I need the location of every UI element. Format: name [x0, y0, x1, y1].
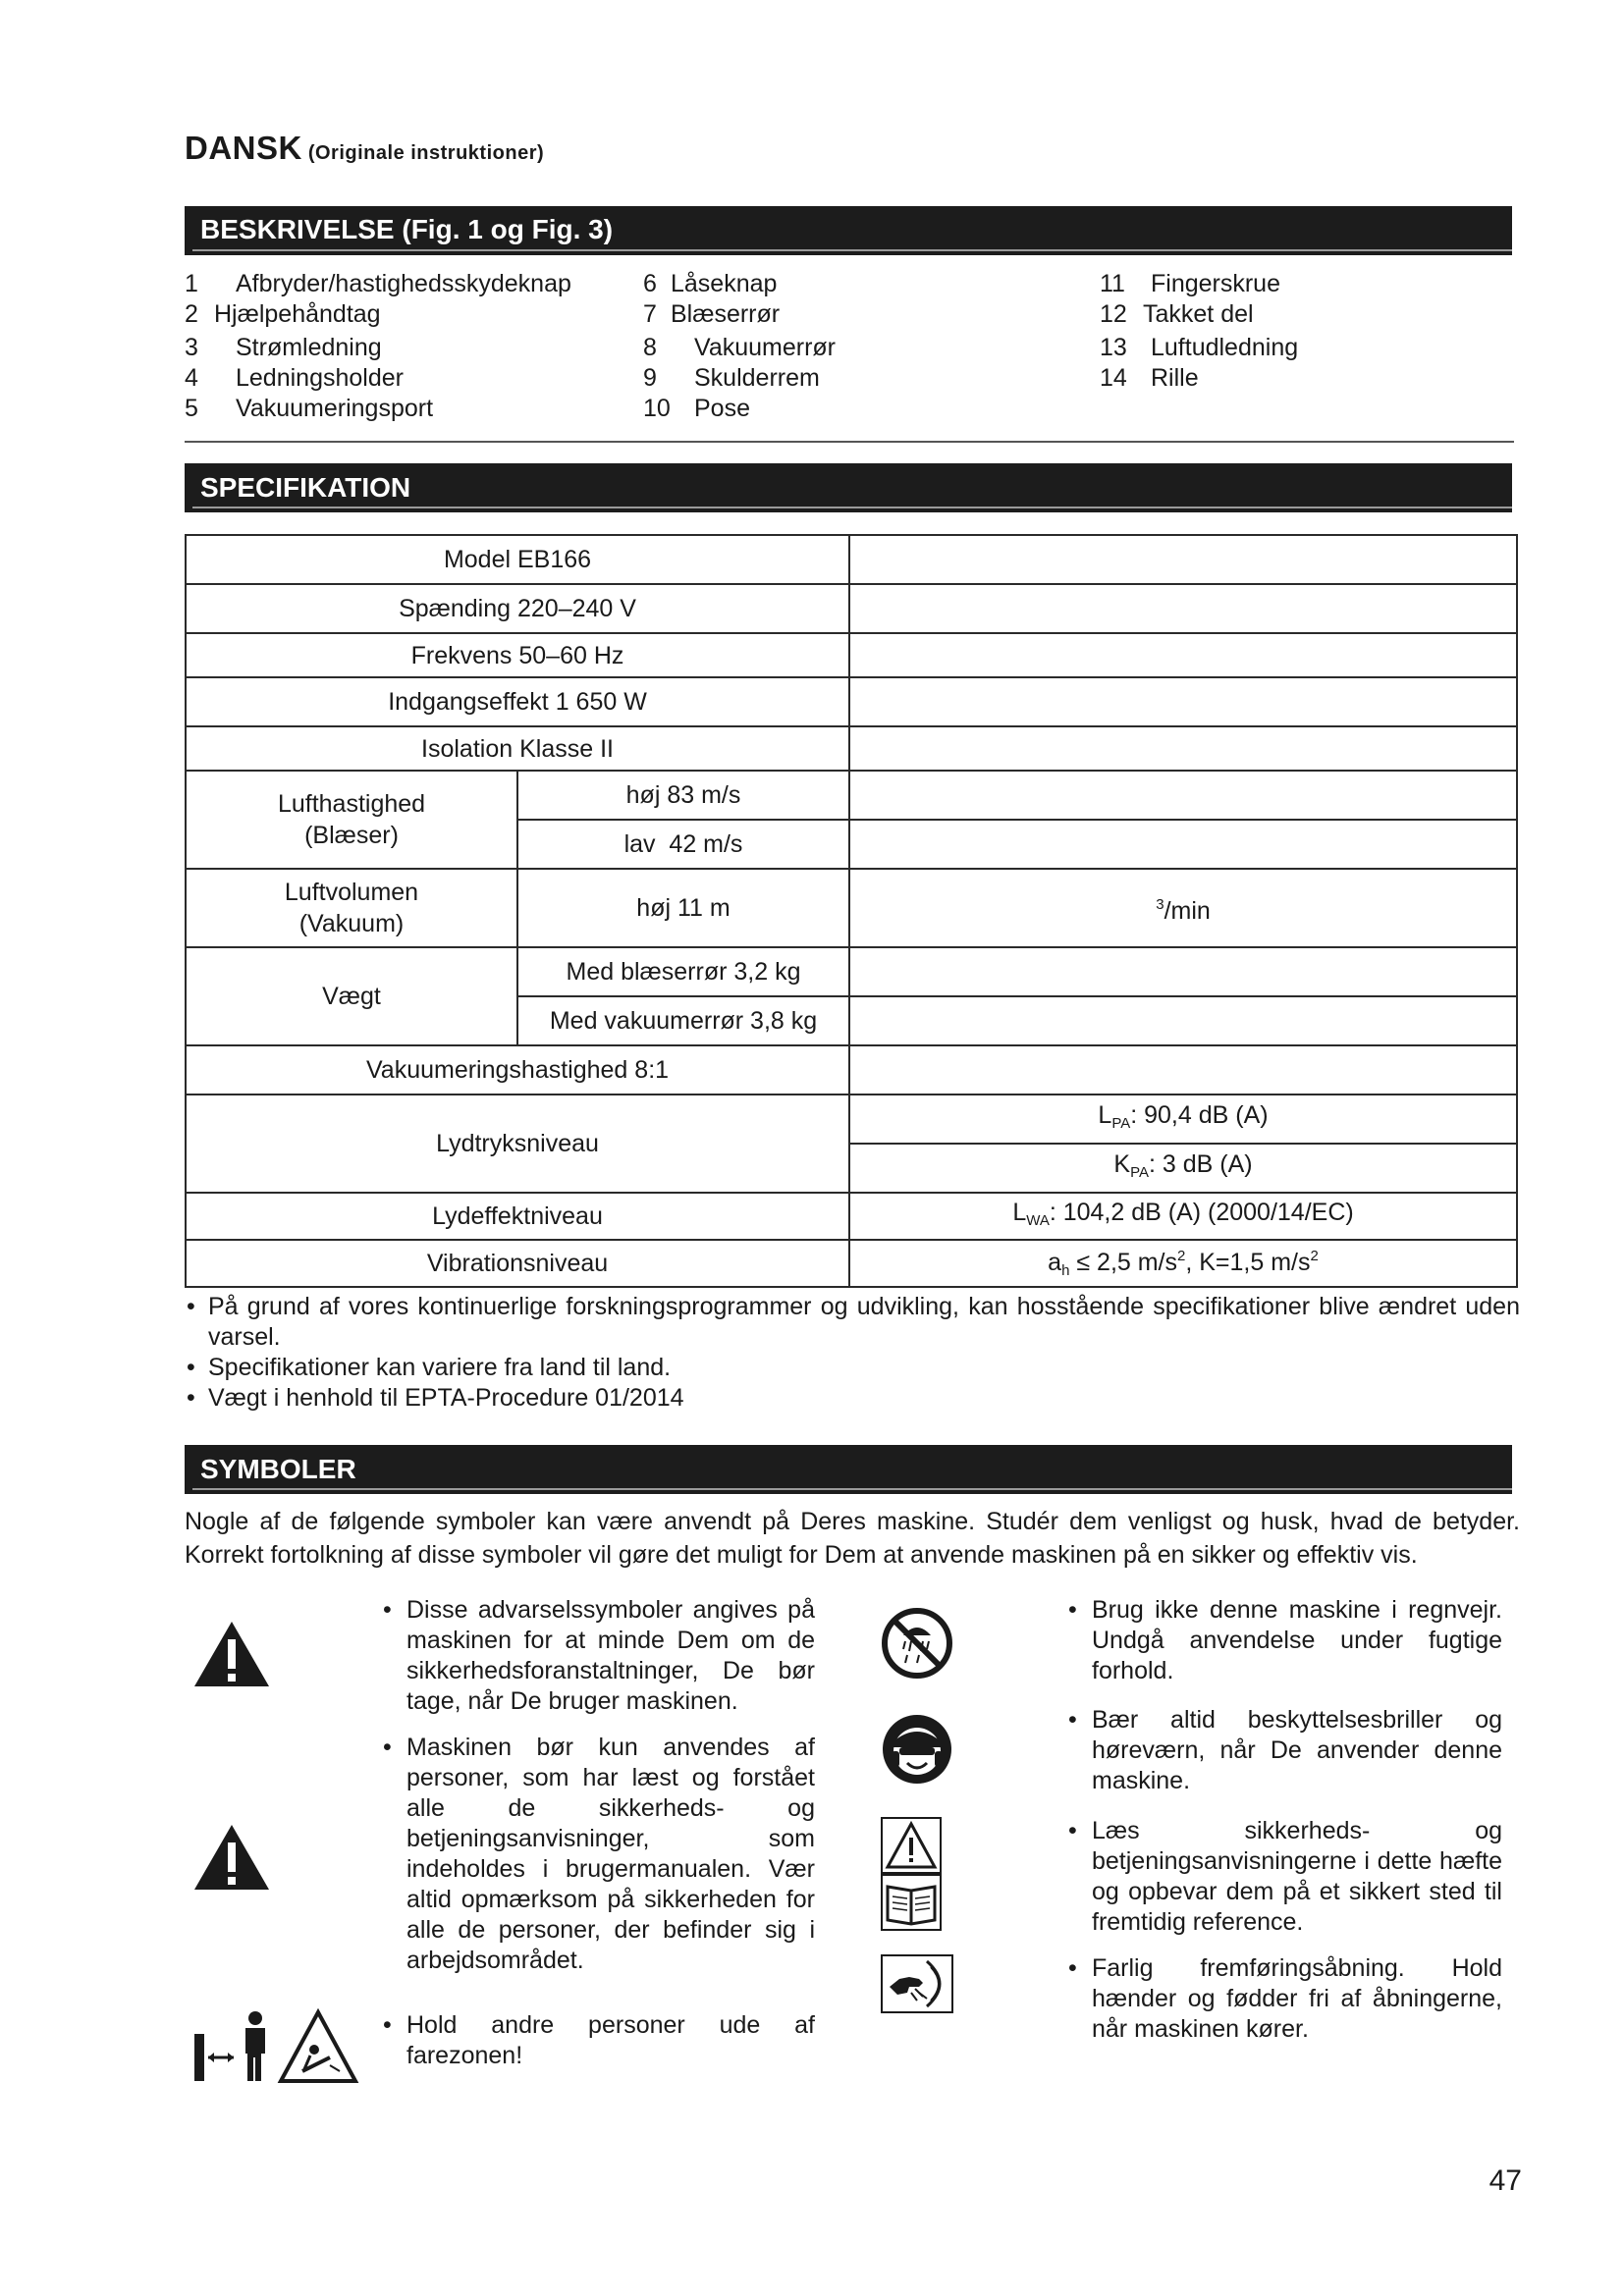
symbol-text-read-manual: • Læs sikkerheds- og betjeningsanvisningerne i dette hæfte og opbevar dem på et sikkert sted til fremtidig reference.	[1068, 1817, 1502, 1936]
table-row	[186, 1193, 1517, 1240]
table-row	[186, 584, 1517, 633]
list-item: 10 Pose	[643, 395, 750, 422]
table-row	[186, 633, 1517, 677]
section-bar-symbols	[185, 1445, 1512, 1494]
section-bar-description	[185, 206, 1512, 255]
table-row	[186, 726, 1517, 771]
specification-table	[185, 534, 1518, 1288]
description-col-2	[643, 269, 836, 424]
table-row	[186, 1045, 1517, 1095]
spec-air-velocity-high: høj 83 m/s	[517, 771, 849, 820]
section-title-specification: SPECIFIKATION	[200, 472, 411, 503]
section-divider	[185, 441, 1514, 443]
list-item: 13 Luftudledning	[1100, 334, 1299, 361]
symbol-text-protection: • Bær altid beskyttelsesbriller og høreværn, når De anvender denne maskine.	[1068, 1706, 1502, 1794]
spec-air-velocity-label: Lufthastighed (Blæser)	[186, 771, 517, 869]
list-item: 7 Blæserrør	[643, 300, 781, 328]
table-row	[186, 947, 1517, 996]
spec-voltage: Spænding 220–240 V	[186, 584, 849, 633]
table-row	[186, 869, 1517, 947]
spec-air-volume-high: høj 11 m	[517, 869, 849, 947]
spec-air-velocity-low: lav 42 m/s	[517, 820, 849, 869]
spec-frequency: Frekvens 50–60 Hz	[186, 633, 849, 677]
list-item: 9 Skulderrem	[643, 364, 820, 392]
list-item: • Specifikationer kan variere fra land til land.	[187, 1354, 672, 1381]
spec-lpa: $L_{PA}$: 90,4 dB (A)	[849, 1095, 1517, 1144]
no-rain-icon	[880, 1606, 954, 1681]
spec-air-volume-label: Luftvolumen (Vakuum)	[186, 869, 517, 947]
spec-sound-pressure-label: Lydtryksniveau	[186, 1095, 849, 1193]
section-bar-specification	[185, 463, 1512, 512]
table-row	[186, 1095, 1517, 1144]
language-title: DANSK	[185, 130, 302, 166]
description-col-1	[185, 269, 571, 424]
spec-vibration: $a_h \le 2,5$ $m/s^2$, K=1,5 $m/s^2$	[849, 1240, 1517, 1287]
spec-vacuum-ratio: Vakuumeringshastighed 8:1	[186, 1045, 849, 1095]
description-col-3	[1100, 269, 1298, 394]
section-title-symbols: SYMBOLER	[200, 1454, 356, 1484]
eye-ear-protection-icon	[880, 1712, 954, 1787]
list-item: 4 Ledningsholder	[185, 364, 404, 392]
symbol-text-keep-distance: • Hold andre personer ude af farezonen!	[383, 2011, 815, 2069]
spec-weight-label: Vægt	[186, 947, 517, 1045]
spec-insulation: Isolation Klasse II	[186, 726, 849, 771]
spec-sound-power-label: Lydeffektniveau	[186, 1193, 849, 1240]
list-item: 8 Vakuumerrør	[643, 334, 837, 361]
list-item: 1 Afbryder/hastighedsskydeknap	[185, 270, 571, 297]
list-item: 2 Hjælpehåndtag	[185, 300, 381, 328]
warning-triangle-icon	[192, 1823, 271, 1892]
table-row	[186, 535, 1517, 584]
list-item: 6 Låseknap	[643, 270, 778, 297]
list-item: 14 Rille	[1100, 364, 1199, 392]
language-heading	[185, 130, 544, 167]
keep-distance-icon	[192, 2006, 359, 2085]
list-item: 12 Takket del	[1100, 300, 1254, 328]
spec-kpa: $K_{PA}$: 3 dB (A)	[849, 1144, 1517, 1193]
spec-air-volume-unit: $^3$/min	[849, 869, 1517, 947]
list-item: 11 Fingerskrue	[1100, 270, 1280, 297]
spec-lwa: $L_{WA}$: 104,2 dB (A) (2000/14/EC)	[849, 1193, 1517, 1240]
language-subtitle: (Originale instruktioner)	[307, 142, 545, 164]
spec-vibration-label: Vibrationsniveau	[186, 1240, 849, 1287]
hand-entanglement-icon	[880, 1953, 954, 2014]
list-item: • Vægt i henhold til EPTA-Procedure 01/2014	[187, 1384, 684, 1412]
table-row	[186, 677, 1517, 726]
read-manual-icon	[880, 1816, 943, 1932]
page-number: 47	[1489, 2164, 1522, 2197]
table-row	[186, 1240, 1517, 1287]
list-item: 5 Vakuumeringsport	[185, 395, 434, 422]
list-item: 3 Strømledning	[185, 334, 382, 361]
spec-input-power: Indgangseffekt 1 650 W	[186, 677, 849, 726]
spec-weight-vacuum: Med vakuumerrør 3,8 kg	[517, 996, 849, 1045]
spec-weight-blower: Med blæserrør 3,2 kg	[517, 947, 849, 996]
symbols-intro: Nogle af de følgende symboler kan være anvendt på Deres maskine. Studér dem venligst og husk, hvad de betyder. Korrekt fortolkning af disse symboler vil gøre det muligt for Dem at anvende maskinen på en sikker og effektiv vis.	[185, 1508, 1520, 1569]
symbol-text-warning: • Disse advarselssymboler angives på maskinen for at minde Dem om de sikkerhedsforanstaltninger, De bør tage, når De bruger maskinen.	[383, 1596, 815, 1715]
spec-model: Model EB166	[186, 535, 849, 584]
list-item: • På grund af vores kontinuerlige forskningsprogrammer og udvikling, kan hosstående specifikationer blive ændret uden varsel.	[187, 1293, 1520, 1351]
section-title-description: BESKRIVELSE (Fig. 1 og Fig. 3)	[200, 214, 614, 244]
spec-notes	[185, 1292, 1520, 1414]
warning-triangle-icon	[192, 1620, 271, 1688]
table-row	[186, 771, 1517, 820]
symbol-text-feed-opening: • Farlig fremføringsåbning. Hold hænder og fødder fri af åbningerne, når maskinen kører.	[1068, 1954, 1502, 2043]
symbol-text-no-rain: • Brug ikke denne maskine i regnvejr. Undgå anvendelse under fugtige forhold.	[1068, 1596, 1502, 1684]
symbol-text-read-instructions: • Maskinen bør kun anvendes af personer, som har læst og forstået alle de sikkerheds- og betjeningsanvisninger, som indeholdes i brugermanualen. Vær altid opmærksom på sikkerheden for alle de personer, der befinder sig i arbejdsområdet.	[383, 1734, 815, 1974]
